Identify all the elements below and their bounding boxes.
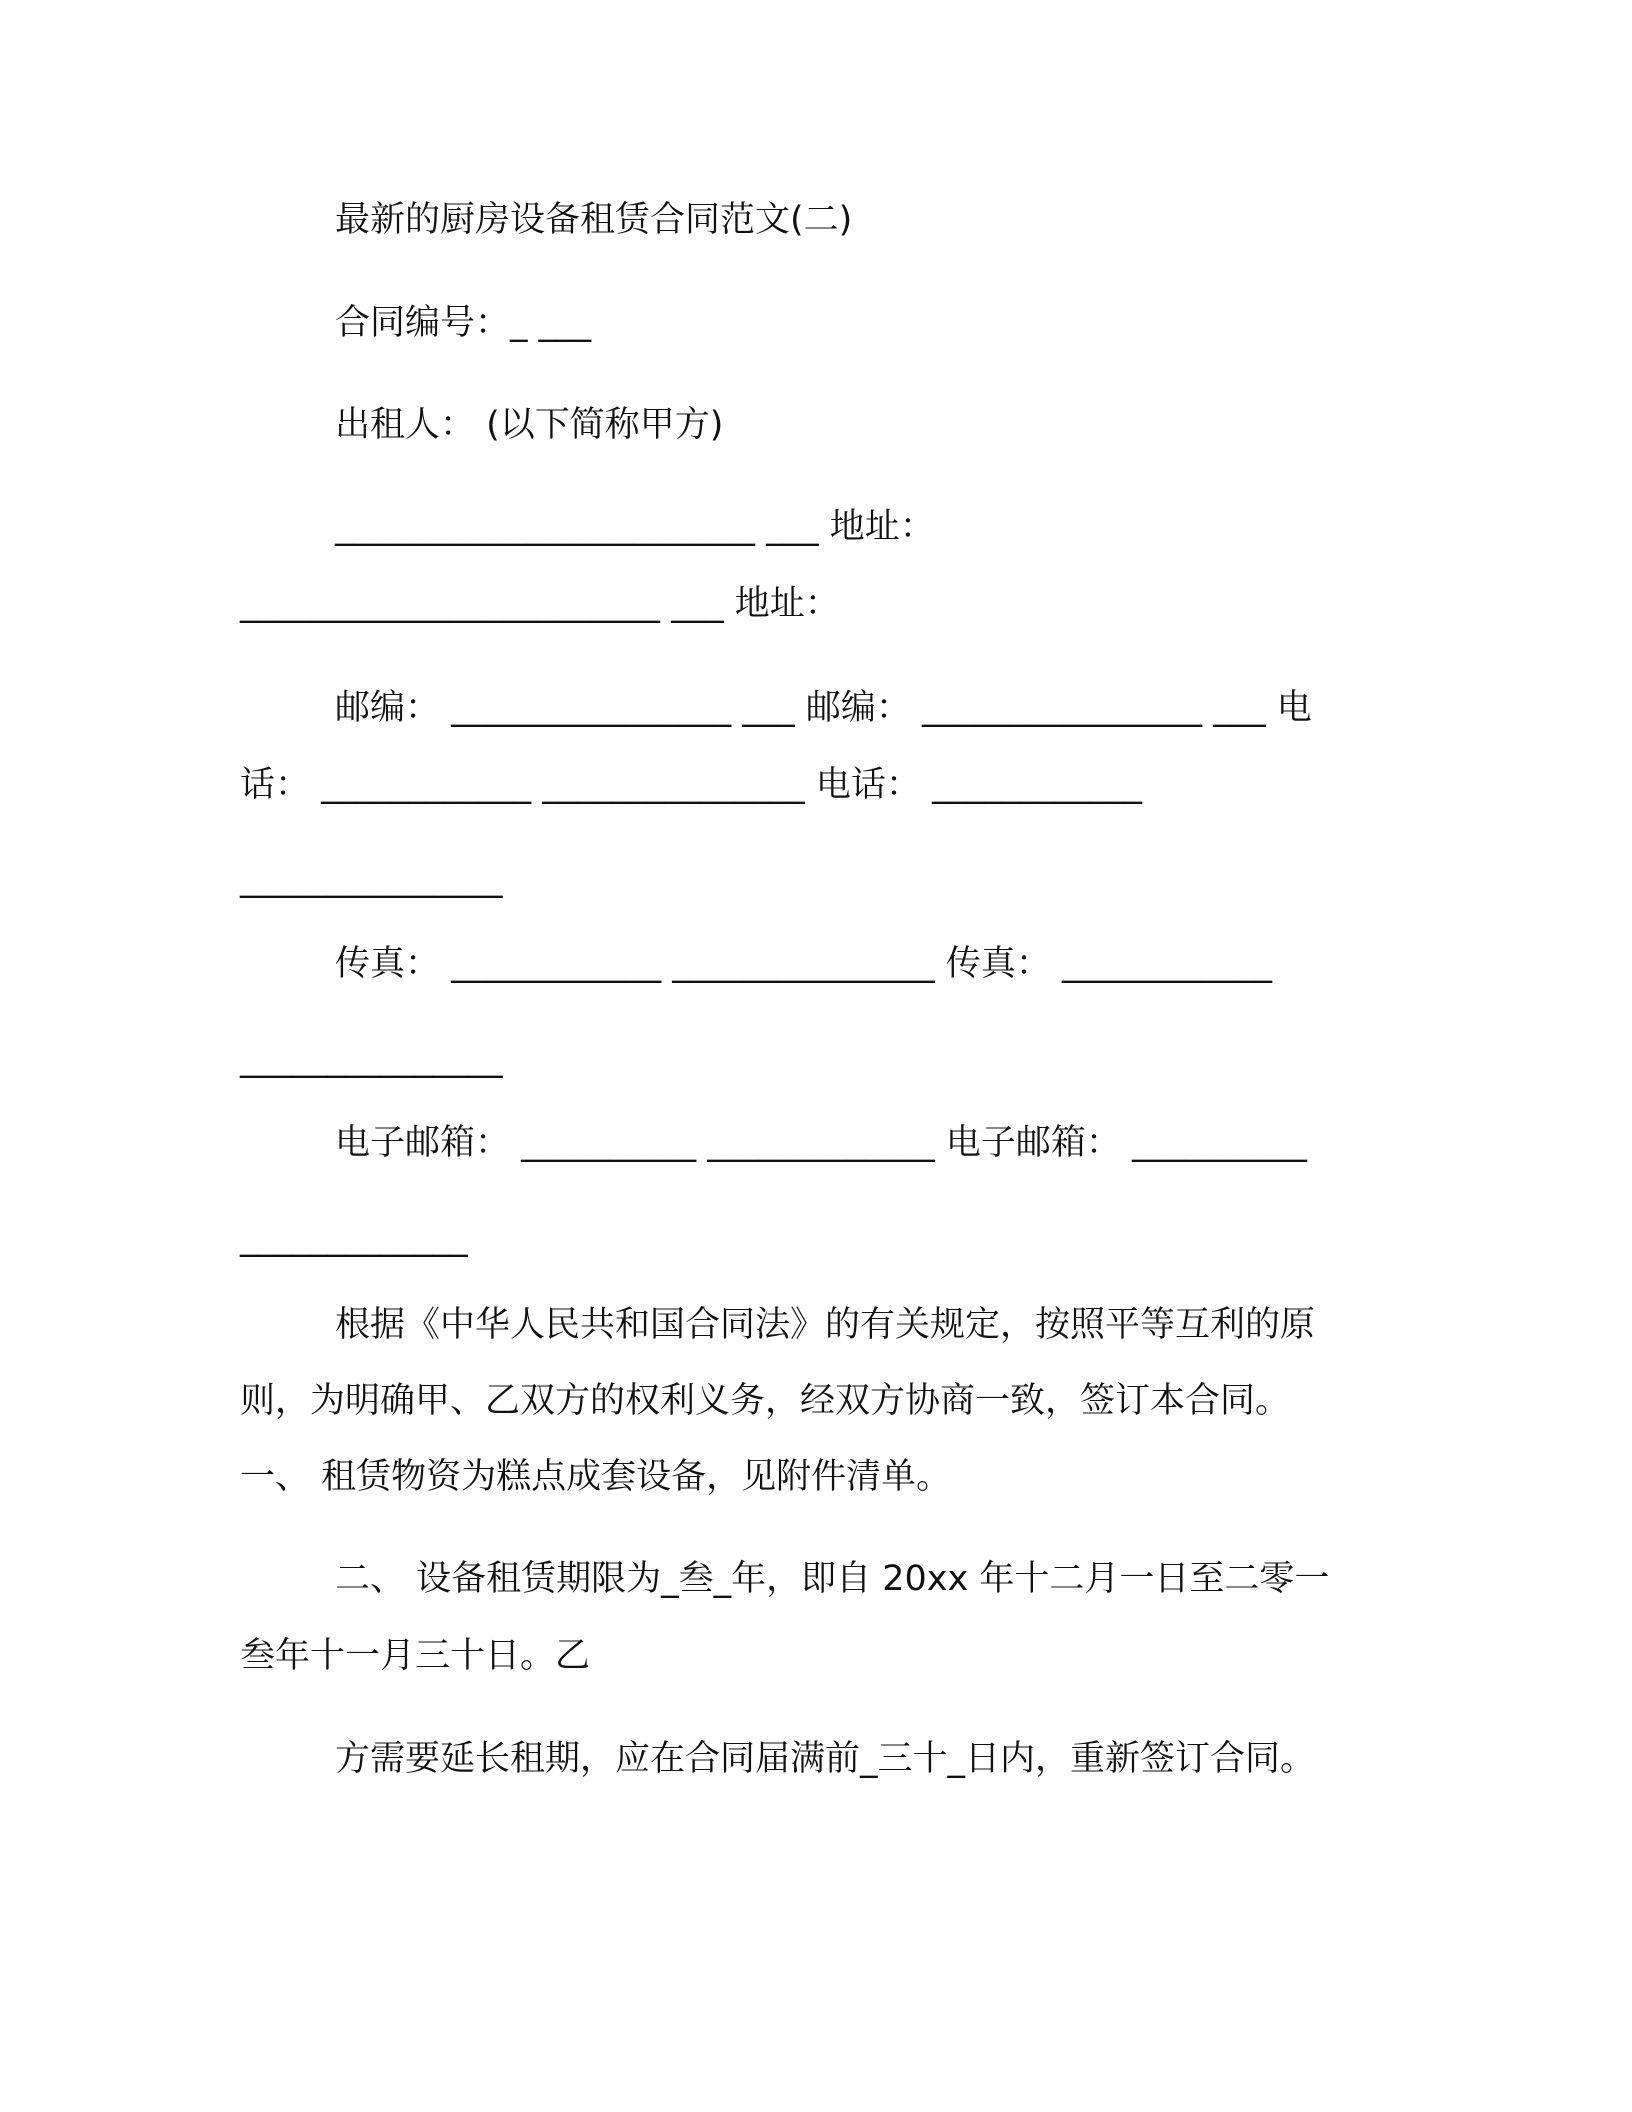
email-line: 电子邮箱： __________ _____________ 电子邮箱： __________ [335,1123,1308,1163]
clause-2-line-3: 方需要延长租期，应在合同届满前_三十_日内，重新签订合同。 [335,1739,1316,1779]
email-line-continued: _____________ [240,1218,468,1258]
fax-line: 传真： ____________ _______________ 传真： ____________ [335,944,1273,984]
phone-line: 话： ____________ _______________ 电话： ____________ [240,765,1143,805]
fax-line-continued: _______________ [240,1039,503,1079]
paragraph-1-line-2: 则，为明确甲、乙双方的权利义务，经双方协商一致，签订本合同。 [240,1381,1291,1421]
address-line-2: ________________________ ___ 地址： [240,584,840,624]
postcode-line: 邮编： ________________ ___ 邮编： ________________ ___ 电 [335,688,1312,728]
clause-1: 一、 租赁物资为糕点成套设备，见附件清单。 [240,1457,952,1497]
clause-2-line-2: 叁年十一月三十日。乙 [240,1636,591,1676]
address-line-1: ________________________ ___ 地址： [335,507,935,547]
phone-line-continued: _______________ [240,859,503,899]
document-title: 最新的厨房设备租赁合同范文(二) [335,200,853,240]
clause-2-line-1: 二、 设备租赁期限为_叁_年，即自 20xx 年十二月一日至二零一 [335,1559,1330,1599]
lessor-line: 出租人： (以下简称甲方) [335,405,724,445]
paragraph-1-line-1: 根据《中华人民共和国合同法》的有关规定，按照平等互利的原 [335,1305,1316,1345]
contract-number: 合同编号：_ ___ [335,303,592,343]
